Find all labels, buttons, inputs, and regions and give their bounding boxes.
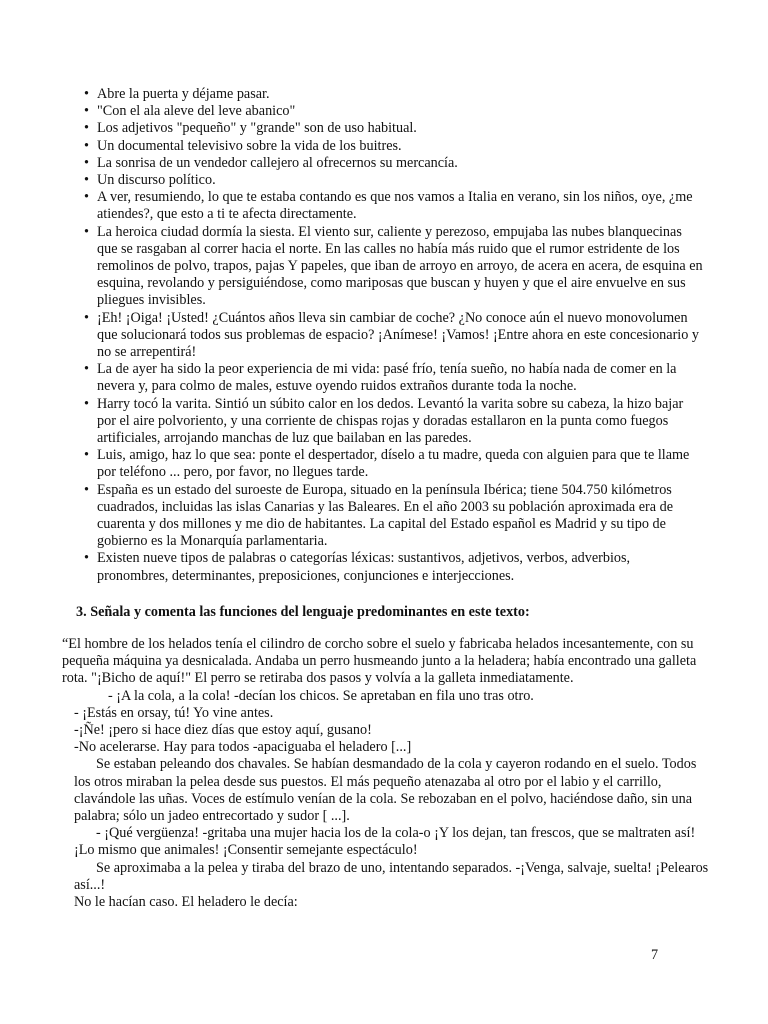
paragraph: No le hacían caso. El heladero le decía: (74, 894, 298, 911)
list-item: • La heroica ciudad dormía la siesta. El viento sur, caliente y perezoso, empujaba las nubes blanquecinas que se rasgaban al correr hacia el norte. En las calles no había más ruido que el rumor estridente de los remolinos de polvo, trapos, pajas Y papeles, que iban de arroyo en arroyo, de acera en acera, de esquina en esquina, revolando y persiguiéndose, como mariposas que buscan y huyen y que el aire envuelve en sus pliegues invisibles. (84, 224, 704, 310)
dialogue-line: - ¡A la cola, a la cola! -decían los chicos. Se apretaban en fila uno tras otro. (108, 687, 534, 704)
paragraph: Se aproximaba a la pelea y tiraba del brazo de uno, intentando separados. -¡Venga, salvaje, suelta! ¡Pelearos así...! (74, 859, 709, 893)
dialogue-line: -¡Ñe! ¡pero si hace diez días que estoy aquí, gusano! (74, 722, 372, 739)
list-item: • Harry tocó la varita. Sintió un súbito calor en los dedos. Levantó la varita sobre su cabeza, la hizo bajar por el aire polvoriento, y una corriente de chispas rojas y doradas estallaron en la punta como fuegos artificiales, arrojando manchas de luz que bailaban en las paredes. (84, 396, 704, 448)
literary-passage (62, 636, 712, 911)
list-item: • ¡Eh! ¡Oiga! ¡Usted! ¿Cuántos años lleva sin cambiar de coche? ¿No conoce aún el nuevo monovolumen que solucionará todos sus problemas de espacio? ¡Anímese! ¡Vamos! ¡Entre ahora en este concesionario y no se arrepentirá! (84, 310, 704, 362)
paragraph: Se estaban peleando dos chavales. Se habían desmandado de la cola y cayeron rodando en el suelo. Todos los otros miraban la pelea desde sus puestos. El más pequeño atenazaba al otro por el labio y el carrillo, clavándole las uñas. Voces de estímulo venían de la cola. Se rebozaban en el polvo, haciéndose daño, sin una palabra; sólo un jadeo entrecortado y sudor [ ...]. (74, 756, 697, 825)
page-number: 7 (651, 947, 659, 963)
list-item: • España es un estado del suroeste de Europa, situado en la península Ibérica; tiene 504.750 kilómetros cuadrados, incluidas las islas Canarias y las Baleares. En el año 2003 su población aproximada era de cuarenta y dos millones y me dio de habitantes. La capital del Estado español es Madrid y su tipo de gobierno es la Monarquía parlamentaria. (84, 482, 704, 551)
exercise-heading: 3. Señala y comenta las funciones del lenguaje predominantes en este texto: (76, 604, 530, 620)
list-item: • La de ayer ha sido la peor experiencia de mi vida: pasé frío, tenía sueño, no había nada de comer en la nevera y, para colmo de males, estuve oyendo ruidos extraños durante toda la noche. (84, 361, 704, 395)
list-item: • Abre la puerta y déjame pasar. (84, 86, 704, 103)
list-item: • Un documental televisivo sobre la vida de los buitres. (84, 138, 704, 155)
dialogue-line: -No acelerarse. Hay para todos -apaciguaba el heladero [...] (74, 739, 412, 756)
list-item: • Los adjetivos "pequeño" y "grande" son de uso habitual. (84, 120, 704, 137)
list-item: • Luis, amigo, haz lo que sea: ponte el despertador, díselo a tu madre, queda con alguien para que te llame por teléfono ... pero, por favor, no llegues tarde. (84, 447, 704, 481)
paragraph: “El hombre de los helados tenía el cilindro de corcho sobre el suelo y fabricaba helados incesantemente, con su pequeña máquina ya desnicalada. Andaba un perro husmeando junto a la heladera; había encontrado una galleta rota. "¡Bicho de aquí!" El perro se retiraba dos pasos y volvía a la galleta inmediatamente. (62, 636, 697, 687)
list-item: • "Con el ala aleve del leve abanico" (84, 103, 704, 120)
list-item: • La sonrisa de un vendedor callejero al ofrecernos su mercancía. (84, 155, 704, 172)
dialogue-line: - ¡Estás en orsay, tú! Yo vine antes. (74, 704, 274, 721)
example-list (84, 86, 704, 585)
paragraph: - ¡Qué vergüenza! -gritaba una mujer hacia los de la cola-o ¡Y los dejan, tan frescos, que se maltraten así! ¡Lo mismo que animales! ¡Consentir semejante espectáculo! (74, 825, 696, 859)
list-item: • Un discurso político. (84, 172, 704, 189)
list-item: • Existen nueve tipos de palabras o categorías léxicas: sustantivos, adjetivos, verbos, adverbios, pronombres, determinantes, preposiciones, conjunciones e interjecciones. (84, 550, 704, 584)
list-item: • A ver, resumiendo, lo que te estaba contando es que nos vamos a Italia en verano, sin los niños, oye, ¿me atiendes?, que esto a ti te afecta directamente. (84, 189, 704, 223)
